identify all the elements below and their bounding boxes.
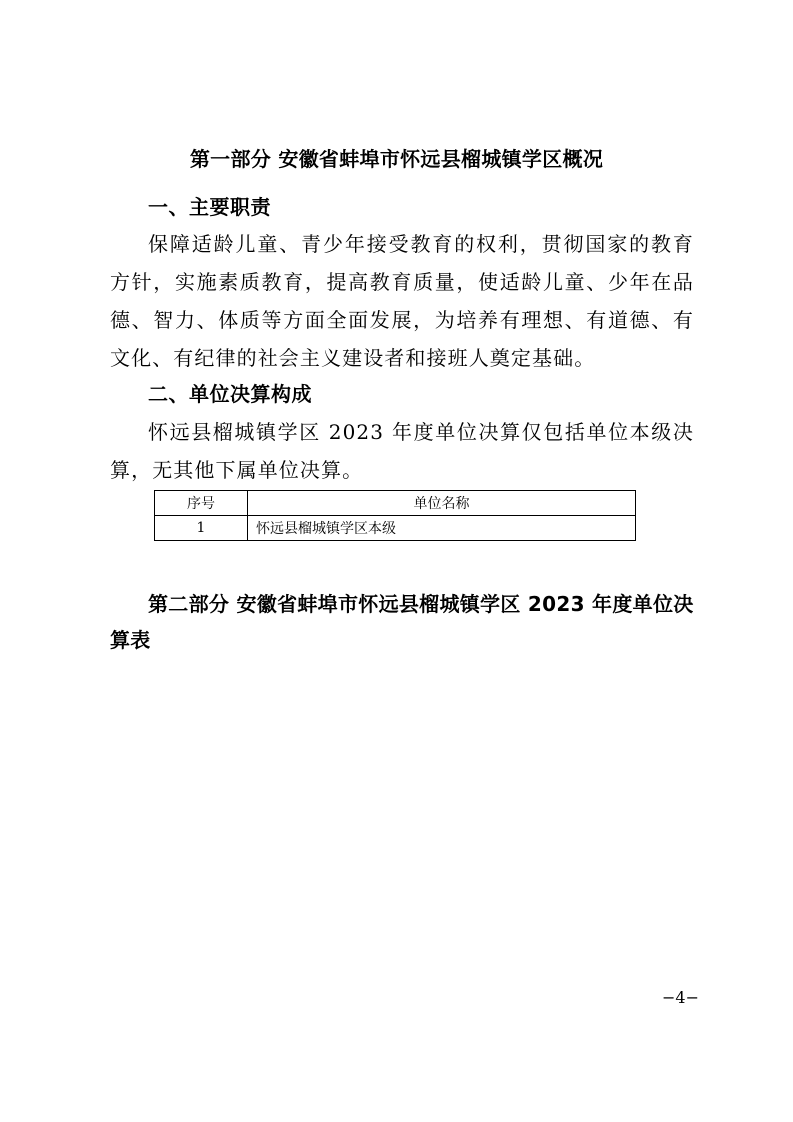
part1-title: 第一部分 安徽省蚌埠市怀远县榴城镇学区概况 <box>189 147 604 171</box>
section2-heading: 二、单位决算构成 <box>148 382 312 406</box>
section1-body: 保障适龄儿童、青少年接受教育的权利，贯彻国家的教育方针，实施素质教育，提高教育质量，使适龄儿童、少年在品德、智力、体质等方面全面发展，为培养有理想、有道德、有文化、有纪律的社会主义建设者和接班人奠定基础。 <box>110 232 694 370</box>
part2-title: 第二部分 安徽省蚌埠市怀远县榴城镇学区 2023 年度单位决算表 <box>110 592 694 652</box>
page-number: −4− <box>662 988 699 1007</box>
section1-heading: 一、主要职责 <box>148 195 271 219</box>
column-header-index: 序号 <box>155 491 248 516</box>
table-header-row <box>155 491 636 516</box>
row-index-cell: 1 <box>155 516 248 541</box>
column-header-unit-name: 单位名称 <box>248 491 636 516</box>
table-row <box>155 516 636 541</box>
unit-table <box>154 490 636 541</box>
row-unit-name-cell: 怀远县榴城镇学区本级 <box>248 516 636 541</box>
section2-body: 怀远县榴城镇学区 2023 年度单位决算仅包括单位本级决算，无其他下属单位决算。 <box>110 420 694 482</box>
